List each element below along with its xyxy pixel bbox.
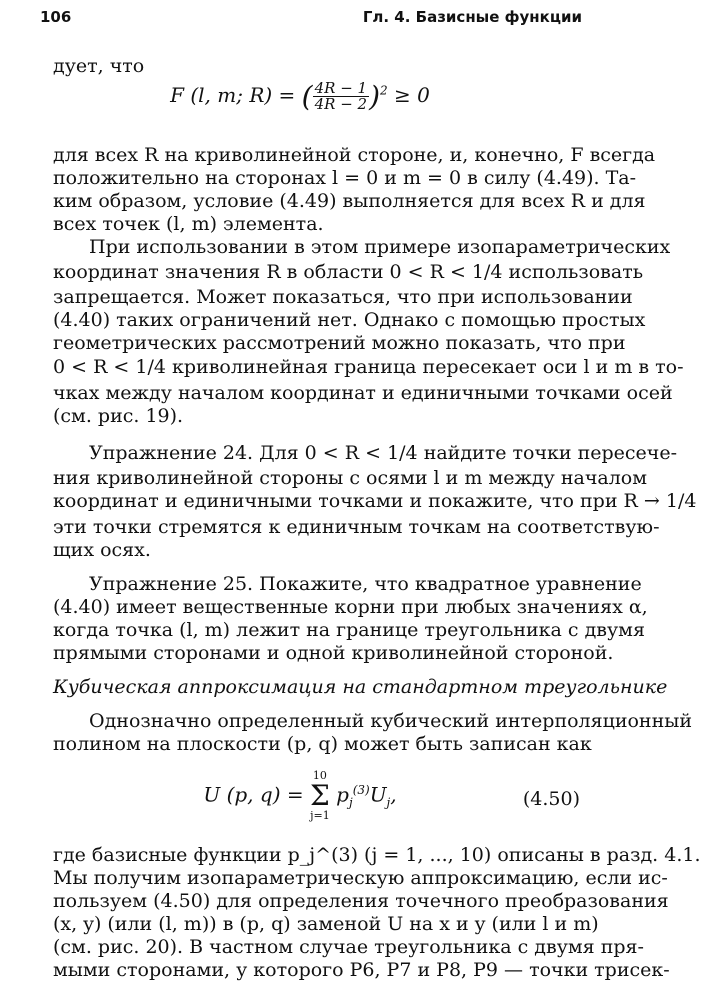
text-line-26: Мы получим изопараметрическую аппроксимацию, если ис-	[53, 867, 668, 889]
exercise-24-line-2: координат и единичными точками и покажите, что при R → 1/4	[53, 490, 697, 512]
text-line-3: ким образом, условие (4.49) выполняется для всех R и для	[53, 190, 646, 212]
text-line-1: для всех R на криволинейной стороне, и, конечно, F всегда	[53, 144, 656, 166]
chapter-title: Гл. 4. Базисные функции	[362, 8, 582, 26]
text-line-10: 0 < R < 1/4 криволинейная граница пересекает оси l и m в то-	[53, 356, 684, 378]
text-line-12: (см. рис. 19).	[53, 405, 184, 427]
equation-F: F (l, m; R) = ( $\frac{4R - 1}{4R - 2}$ )$^2$ ≥ 0	[170, 79, 430, 113]
exercise-24-line-1: ния криволинейной стороны с осями l и m между началом	[53, 467, 648, 489]
text-line-2: положительно на сторонах l = 0 и m = 0 в силу (4.49). Та-	[53, 167, 637, 189]
text-line-11: чках между началом координат и единичными точками осей	[53, 382, 673, 404]
equation-450: U (p, q) = 10 Σ j=1 $p_j^{(3)}U_j$,	[203, 769, 397, 822]
text-line-5: При использовании в этом примере изопараметрических	[89, 236, 671, 258]
text-line-30: мыми сторонами, у которого P6, P7 и P8, P9 — точки трисек-	[53, 959, 670, 981]
exercise-24-line-0: Упражнение 24. Для 0 < R < 1/4 найдите точки пересече-	[89, 442, 678, 464]
text-line-23: Однозначно определенный кубический интерполяционный	[89, 710, 693, 732]
text-line-27: пользуем (4.50) для определения точечного преобразования	[53, 890, 669, 912]
text-line-8: (4.40) таких ограничений нет. Однако с помощью простых	[53, 309, 646, 331]
text-line-4: всех точек (l, m) элемента.	[53, 213, 324, 235]
text-line-9: геометрических рассмотрений можно показать, что при	[53, 332, 626, 354]
exercise-25-line-1: (4.40) имеет вещественные корни при любых значениях α,	[53, 596, 648, 618]
text-line-25: где базисные функции p_j^(3) (j = 1, ..., 10) описаны в разд. 4.1.	[53, 844, 701, 866]
page-number: 106	[40, 8, 72, 26]
section-heading: Кубическая аппроксимация на стандартном треугольнике	[53, 676, 668, 698]
text-line-28: (x, y) (или (l, m)) в (p, q) заменой U на x и y (или l и m)	[53, 913, 599, 935]
text-line-29: (см. рис. 20). В частном случае треугольника с двумя пря-	[53, 936, 644, 958]
exercise-25-line-2: когда точка (l, m) лежит на границе треугольника с двумя	[53, 619, 645, 641]
text-line-0: дует, что	[53, 55, 145, 77]
exercise-24-line-4: щих осях.	[53, 539, 151, 561]
exercise-25-line-0: Упражнение 25. Покажите, что квадратное уравнение	[89, 573, 642, 595]
text-line-24: полином на плоскости (p, q) может быть записан как	[53, 733, 592, 755]
running-header	[40, 8, 582, 26]
exercise-24-line-3: эти точки стремятся к единичным точкам на соответствую-	[53, 516, 660, 538]
exercise-25-line-3: прямыми сторонами и одной криволинейной стороной.	[53, 642, 614, 664]
text-line-7: запрещается. Может показаться, что при использовании	[53, 286, 633, 308]
text-line-6: координат значения R в области 0 < R < 1/4 использовать	[53, 261, 644, 283]
equation-number: (4.50)	[522, 788, 580, 810]
